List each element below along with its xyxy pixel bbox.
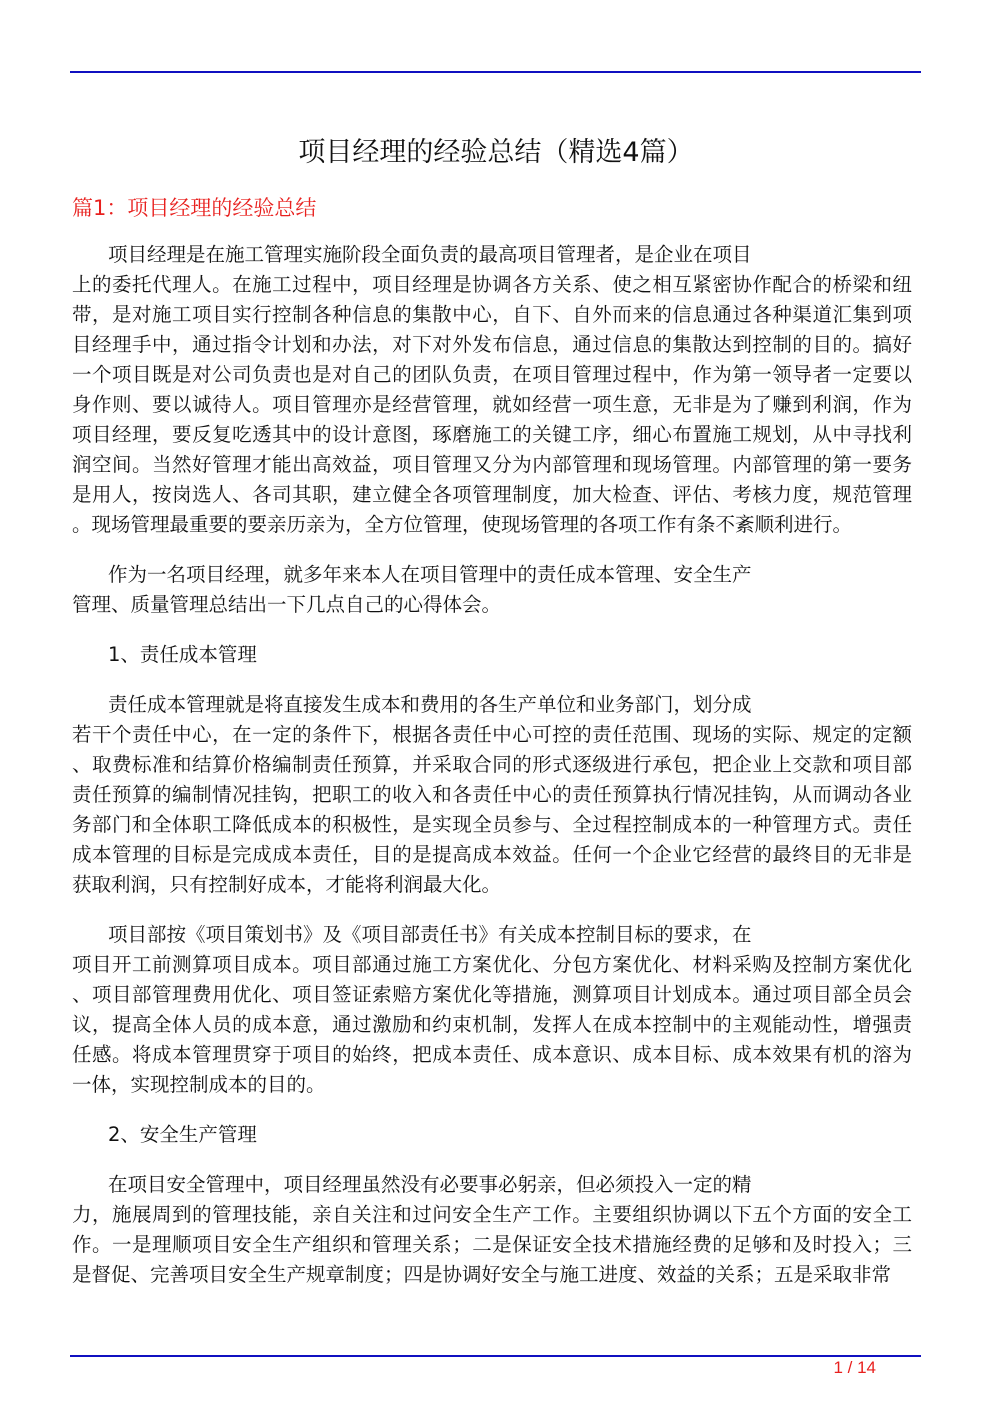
text-line: 、项目部管理费用优化、项目签证索赔方案优化等措施，测算项目计划成本。通过项目部全员会 [72, 983, 912, 1006]
text-line: 管理、质量管理总结出一下几点自己的心得体会。 [72, 593, 502, 616]
text-line: 务部门和全体职工降低成本的积极性，是实现全员参与、全过程控制成本的一种管理方式。责任 [72, 813, 912, 836]
paragraph [72, 560, 912, 620]
text-line: 润空间。当然好管理才能出高效益，项目管理又分为内部管理和现场管理。内部管理的第一要务 [72, 453, 912, 476]
paragraph [72, 1170, 912, 1290]
text-line: 责任成本管理就是将直接发生成本和费用的各生产单位和业务部门，划分成 [108, 693, 752, 716]
paragraph [72, 690, 912, 900]
subsection-heading [72, 640, 912, 670]
text-line: 是用人，按岗选人、各司其职，建立健全各项管理制度，加大检查、评估、考核力度，规范管理 [72, 483, 912, 506]
text-line: 若干个责任中心，在一定的条件下，根据各责任中心可控的责任范围、现场的实际、规定的定额 [72, 723, 912, 746]
text-line: 是督促、完善项目安全生产规章制度；四是协调好安全与施工进度、效益的关系；五是采取非常 [72, 1263, 892, 1286]
paragraph [72, 240, 912, 540]
text-line: 1、责任成本管理 [108, 643, 257, 666]
document-body [72, 240, 912, 1310]
page-number: 1 / 14 [833, 1358, 876, 1377]
text-line: 作。一是理顺项目安全生产组织和管理关系；二是保证安全技术措施经费的足够和及时投入；三 [72, 1233, 912, 1256]
text-line: 任感。将成本管理贯穿于项目的始终，把成本责任、成本意识、成本目标、成本效果有机的溶为 [72, 1043, 912, 1066]
text-line: 。现场管理最重要的要亲历亲为，全方位管理，使现场管理的各项工作有条不紊顺利进行。 [72, 513, 853, 536]
footer-rule [70, 1355, 921, 1357]
text-line: 在项目安全管理中，项目经理虽然没有必要事必躬亲，但必须投入一定的精 [108, 1173, 752, 1196]
text-line: 、取费标准和结算价格编制责任预算，并采取合同的形式逐级进行承包，把企业上交款和项目部 [72, 753, 912, 776]
header-rule [70, 71, 921, 73]
paragraph [72, 920, 912, 1100]
section-heading: 篇1：项目经理的经验总结 [72, 196, 317, 220]
text-line: 成本管理的目标是完成成本责任，目的是提高成本效益。任何一个企业它经营的最终目的无非是 [72, 843, 912, 866]
text-line: 力，施展周到的管理技能，亲自关注和过问安全生产工作。主要组织协调以下五个方面的安全工 [72, 1203, 912, 1226]
text-line: 上的委托代理人。在施工过程中，项目经理是协调各方关系、使之相互紧密协作配合的桥梁和纽 [72, 273, 912, 296]
text-line: 带，是对施工项目实行控制各种信息的集散中心，自下、自外而来的信息通过各种渠道汇集到项 [72, 303, 912, 326]
text-line: 身作则、要以诚待人。项目管理亦是经营管理，就如经营一项生意，无非是为了赚到利润，作为 [72, 393, 912, 416]
text-line: 一个项目既是对公司负责也是对自己的团队负责，在项目管理过程中，作为第一领导者一定要以 [72, 363, 912, 386]
text-line: 目经理手中，通过指令计划和办法，对下对外发布信息，通过信息的集散达到控制的目的。搞好 [72, 333, 912, 356]
text-line: 议，提高全体人员的成本意，通过激励和约束机制，发挥人在成本控制中的主观能动性，增强责 [72, 1013, 912, 1036]
text-line: 项目部按《项目策划书》及《项目部责任书》有关成本控制目标的要求，在 [108, 923, 752, 946]
text-line: 一体，实现控制成本的目的。 [72, 1073, 326, 1096]
document-title: 项目经理的经验总结（精选4篇） [298, 137, 694, 168]
text-line: 获取利润，只有控制好成本，才能将利润最大化。 [72, 873, 502, 896]
text-line: 项目开工前测算项目成本。项目部通过施工方案优化、分包方案优化、材料采购及控制方案优化 [72, 953, 912, 976]
text-line: 责任预算的编制情况挂钩，把职工的收入和各责任中心的责任预算执行情况挂钩，从而调动各业 [72, 783, 912, 806]
text-line: 2、安全生产管理 [108, 1123, 257, 1146]
subsection-heading [72, 1120, 912, 1150]
text-line: 项目经理，要反复吃透其中的设计意图，琢磨施工的关键工序，细心布置施工规划，从中寻找利 [72, 423, 912, 446]
text-line: 作为一名项目经理，就多年来本人在项目管理中的责任成本管理、安全生产 [108, 563, 752, 586]
text-line: 项目经理是在施工管理实施阶段全面负责的最高项目管理者，是企业在项目 [108, 243, 752, 266]
